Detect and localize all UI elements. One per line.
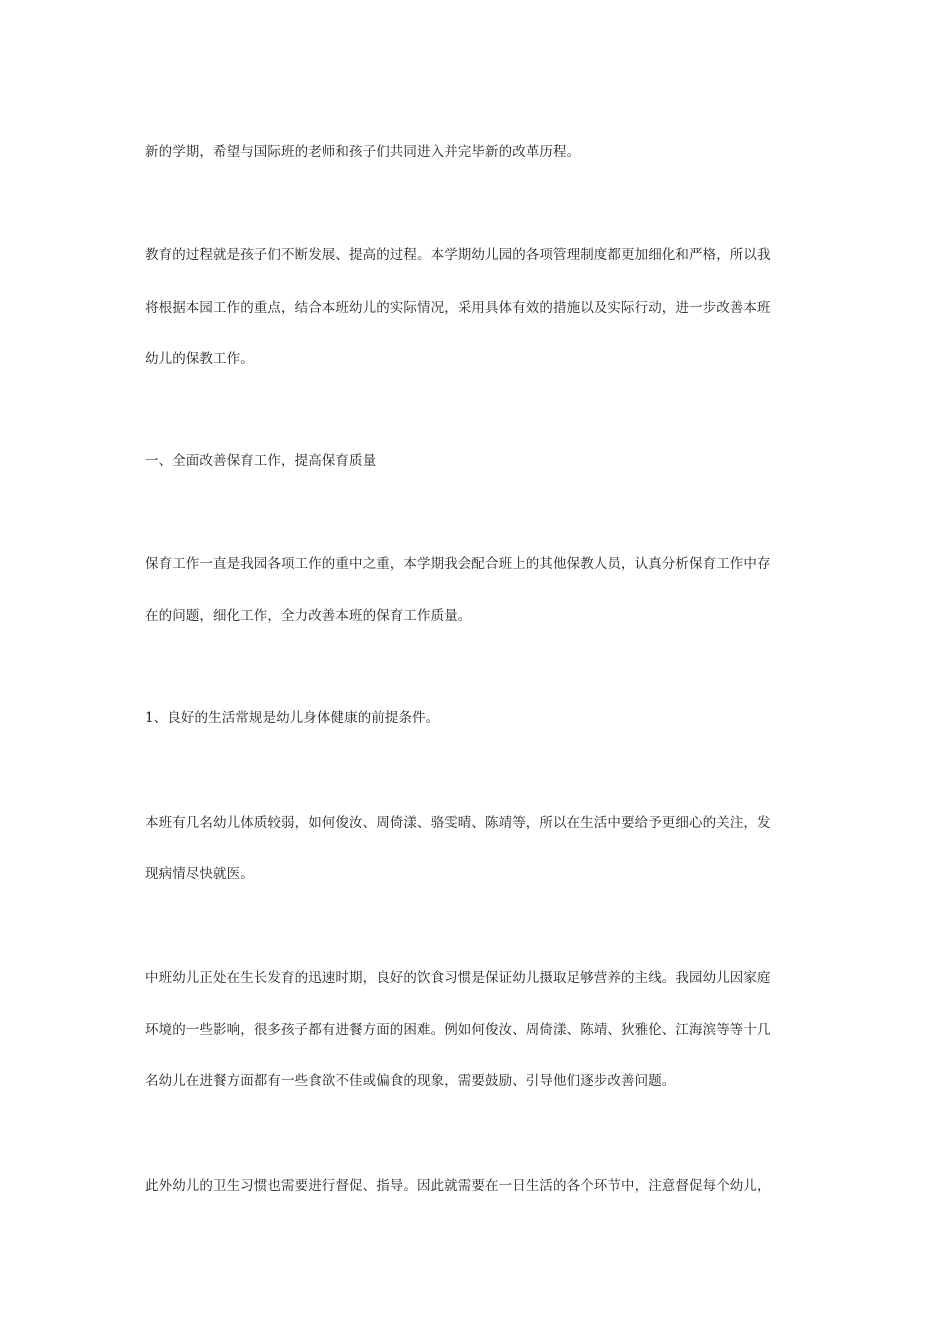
- paragraph-health-line-1: 本班有几名幼儿体质较弱，如何俊汝、周倚漾、骆雯晴、陈靖等，所以在生活中要给予更细心的关注，发: [145, 814, 771, 831]
- paragraph-diet-line-3: 名幼儿在进餐方面都有一些食欲不佳或偏食的现象，需要鼓励、引导他们逐步改善问题。: [145, 1072, 676, 1089]
- paragraph-education-line-3: 幼儿的保教工作。: [145, 350, 254, 367]
- subheading-1: 1、良好的生活常规是幼儿身体健康的前提条件。: [145, 709, 440, 726]
- paragraph-education-line-1: 教育的过程就是孩子们不断发展、提高的过程。本学期幼儿园的各项管理制度都更加细化和严格，所以我: [145, 246, 771, 263]
- paragraph-health-line-2: 现病情尽快就医。: [145, 865, 254, 882]
- paragraph-education-line-2: 将根据本园工作的重点，结合本班幼儿的实际情况，采用具体有效的措施以及实际行动，进一步改善本班: [145, 299, 771, 316]
- paragraph-intro: 新的学期，希望与国际班的老师和孩子们共同进入并完毕新的改革历程。: [145, 143, 581, 160]
- paragraph-care-line-2: 在的问题，细化工作，全力改善本班的保育工作质量。: [145, 607, 472, 624]
- paragraph-care-line-1: 保育工作一直是我园各项工作的重中之重，本学期我会配合班上的其他保教人员，认真分析保育工作中存: [145, 555, 771, 572]
- paragraph-diet-line-2: 环境的一些影响，很多孩子都有进餐方面的困难。例如何俊汝、周倚漾、陈靖、狄雅伦、江海滨等等十几: [145, 1021, 771, 1038]
- section-heading-1: 一、全面改善保育工作，提高保育质量: [145, 452, 377, 469]
- paragraph-hygiene-line-1: 此外幼儿的卫生习惯也需要进行督促、指导。因此就需要在一日生活的各个环节中，注意督促每个幼儿，: [145, 1177, 771, 1194]
- paragraph-diet-line-1: 中班幼儿正处在生长发育的迅速时期，良好的饮食习惯是保证幼儿摄取足够营养的主线。我园幼儿因家庭: [145, 969, 771, 986]
